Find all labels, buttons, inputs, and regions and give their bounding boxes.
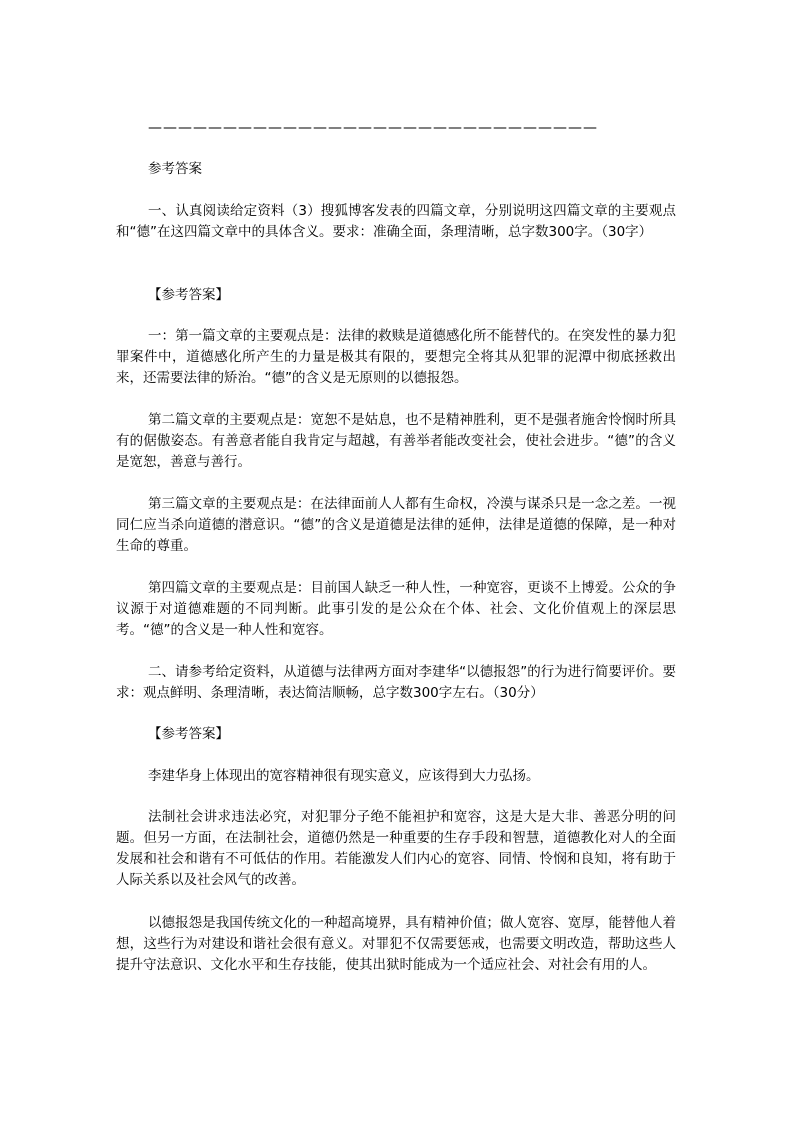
q1-answer-paragraph-3: 第三篇文章的主要观点是：在法律面前人人都有生命权，冷漠与谋杀只是一念之差。一视同仁应当杀向道德的潜意识。“德”的含义是道德是法律的延伸，法律是道德的保障，是一种对生命的尊重。 — [116, 496, 676, 554]
q1-answer-paragraph-1: 一：第一篇文章的主要观点是：法律的救赎是道德感化所不能替代的。在突发性的暴力犯罪案件中，道德感化所产生的力量是极其有限的，要想完全将其从犯罪的泥潭中彻底拯救出来，还需要法律的矫治。“德”的含义是无原则的以德报怨。 — [116, 328, 676, 386]
answer-label-1: 【参考答案】 — [148, 287, 229, 303]
q1-answer-paragraph-4: 第四篇文章的主要观点是：目前国人缺乏一种人性，一种宽容，更谈不上博爱。公众的争议源于对道德难题的不同判断。此事引发的是公众在个体、社会、文化价值观上的深层思考。“德”的含义是一种人性和宽容。 — [116, 580, 676, 638]
question-1: 一、认真阅读给定资料（3）搜狐博客发表的四篇文章，分别说明这四篇文章的主要观点和“德”在这四篇文章中的具体含义。要求：准确全面，条理清晰，总字数300字。（30字） — [116, 203, 676, 240]
separator-line: —————————————————————————————— — [148, 120, 598, 136]
answer-label-2: 【参考答案】 — [148, 726, 229, 742]
q1-answer-paragraph-2: 第二篇文章的主要观点是：宽恕不是姑息，也不是精神胜利，更不是强者施舍怜悯时所具有的倨傲姿态。有善意者能自我肯定与超越，有善举者能改变社会，使社会进步。“德”的含义是宽恕，善意与善行。 — [116, 412, 676, 470]
section-title: 参考答案 — [148, 161, 202, 177]
q2-answer-paragraph-1: 李建华身上体现出的宽容精神很有现实意义，应该得到大力弘扬。 — [148, 768, 540, 784]
question-2: 二、请参考给定资料，从道德与法律两方面对李建华“以德报怨”的行为进行简要评价。要求：观点鲜明、条理清晰，表达简洁顺畅，总字数300字左右。（30分） — [116, 664, 676, 701]
q2-answer-paragraph-2: 法制社会讲求违法必究，对犯罪分子绝不能袒护和宽容，这是大是大非、善恶分明的问题。但另一方面，在法制社会，道德仍然是一种重要的生存手段和智慧，道德教化对人的全面发展和社会和谐有不可低估的作用。若能激发人们内心的宽容、同情、怜悯和良知，将有助于人际关系以及社会风气的改善。 — [116, 809, 676, 888]
q2-answer-paragraph-3: 以德报怨是我国传统文化的一种超高境界，具有精神价值；做人宽容、宽厚，能替他人着想，这些行为对建设和谐社会很有意义。对罪犯不仅需要惩戒，也需要文明改造，帮助这些人提升守法意识、文化水平和生存技能，使其出狱时能成为一个适应社会、对社会有用的人。 — [116, 915, 676, 973]
